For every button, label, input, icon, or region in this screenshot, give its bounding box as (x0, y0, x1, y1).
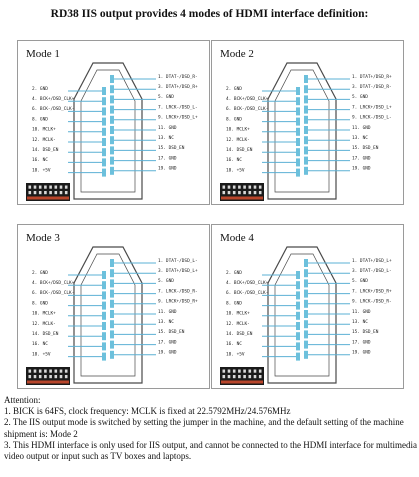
pin-label: 2. GND (226, 270, 242, 276)
jumper-pin (249, 375, 252, 378)
pin-label: 5. GND (352, 95, 368, 101)
pin-label: 3. DTAT-/DSD_L- (352, 269, 392, 274)
pin-pad (296, 271, 300, 279)
pin-pad (110, 320, 114, 328)
pin-label: 18. +5V (226, 168, 245, 174)
mode-3-panel (17, 224, 210, 389)
pin-pad (110, 116, 114, 124)
pin-label: 5. GND (158, 95, 174, 101)
pin-pad (102, 138, 106, 146)
pin-label: 9. LRCK-/DSD_L- (352, 115, 392, 121)
pin-label: 3. DTAT+/DSD_R+ (158, 85, 198, 90)
mode-4-panel (211, 224, 404, 389)
pin-label: 7. LRCK-/DSD_L- (158, 105, 198, 111)
pin-label: 4. BCK+/DSD_CLK+ (226, 97, 269, 102)
pin-pad (110, 310, 114, 318)
pin-label: 9. LRCK-/DSD_R- (352, 299, 392, 305)
pin-pad (304, 85, 308, 93)
pin-pad (102, 148, 106, 156)
hdmi-pinout-diagram (18, 225, 211, 390)
hdmi-connector-outline (74, 247, 142, 383)
pin-label: 11. GND (352, 309, 371, 315)
pin-pad (110, 167, 114, 175)
jumper-pin (34, 375, 37, 378)
jumper-pin (60, 186, 63, 189)
jumper-pin (228, 375, 231, 378)
jumper-pin (44, 191, 47, 194)
jumper-pin (249, 370, 252, 373)
pin-label: 7. LRCK+/DSD_L+ (352, 105, 392, 111)
pin-pad (304, 157, 308, 165)
pin-pad (304, 269, 308, 277)
pin-label: 15. DSD_EN (352, 146, 379, 152)
jumper-pin (259, 370, 262, 373)
jumper-marking (221, 381, 263, 384)
attention-notes (4, 395, 417, 462)
note-item: 3. This HDMI interface is only used for IIS output, and cannot be connected to the HDMI interface for multimedia video output or input such as TV boxes and laptops. (4, 439, 417, 462)
pin-label: 10. MCLK+ (32, 127, 56, 133)
pin-pad (110, 279, 114, 287)
jumper-pin (249, 186, 252, 189)
pin-pad (296, 138, 300, 146)
jumper-pin (65, 186, 68, 189)
pin-pad (296, 332, 300, 340)
pin-pad (296, 322, 300, 330)
jumper-pin (39, 375, 42, 378)
jumper-pin (60, 375, 63, 378)
pin-label: 2. GND (226, 86, 242, 92)
jumper-pin (254, 375, 257, 378)
jumper-pin (233, 186, 236, 189)
pin-label: 3. DTAT+/DSD_L+ (158, 269, 198, 274)
jumper-pin (254, 186, 257, 189)
pin-label: 16. NC (32, 342, 48, 348)
pin-pad (304, 290, 308, 298)
pin-label: 16. NC (226, 342, 242, 348)
pin-pad (102, 118, 106, 126)
pin-pad (102, 97, 106, 105)
jumper-pin (29, 186, 32, 189)
pin-label: 1. DTAT-/DSD_L- (158, 258, 198, 264)
jumper-pin (49, 191, 52, 194)
jumper-pin (228, 370, 231, 373)
hdmi-connector-inner (81, 70, 135, 192)
pin-pad (296, 107, 300, 115)
jumper-pin (259, 186, 262, 189)
pin-label: 8. GND (226, 117, 242, 123)
pin-pad (296, 353, 300, 361)
pin-label: 9. LRCK+/DSD_R+ (158, 299, 198, 305)
pin-pad (110, 85, 114, 93)
jumper-pin (65, 191, 68, 194)
jumper-pin (44, 370, 47, 373)
jumper-pin (238, 186, 241, 189)
pin-pad (102, 342, 106, 350)
mode-2-panel (211, 40, 404, 205)
pin-pad (304, 116, 308, 124)
jumper-pin (228, 191, 231, 194)
jumper-pin (65, 370, 68, 373)
jumper-pin (238, 191, 241, 194)
hdmi-connector-inner (81, 254, 135, 376)
hdmi-connector-inner (275, 254, 329, 376)
pin-label: 12. MCLK- (32, 321, 56, 327)
pin-label: 6. BCK-/DSD_CLK- (226, 291, 269, 297)
pin-pad (304, 259, 308, 267)
jumper-pin (39, 370, 42, 373)
jumper-pin (34, 370, 37, 373)
pin-pad (296, 158, 300, 166)
jumper-pin (223, 191, 226, 194)
hdmi-connector-outline (268, 247, 336, 383)
pin-pad (304, 95, 308, 103)
pin-label: 12. MCLK- (32, 137, 56, 143)
pin-label: 11. GND (158, 309, 177, 315)
jumper-pin (254, 191, 257, 194)
jumper-pin (39, 191, 42, 194)
pin-pad (304, 146, 308, 154)
pin-pad (304, 330, 308, 338)
pin-pad (102, 302, 106, 310)
pin-pad (102, 128, 106, 136)
jumper-pin (238, 375, 241, 378)
jumper-pin (243, 191, 246, 194)
pin-pad (110, 157, 114, 165)
pin-pad (102, 281, 106, 289)
pin-pad (110, 341, 114, 349)
jumper-pin (34, 191, 37, 194)
pin-label: 5. GND (352, 279, 368, 285)
pin-label: 12. MCLK- (226, 321, 250, 327)
pin-pad (110, 300, 114, 308)
pin-pad (296, 312, 300, 320)
jumper-pin (49, 370, 52, 373)
pin-pad (102, 312, 106, 320)
jumper-pin (259, 375, 262, 378)
jumper-pin (29, 375, 32, 378)
pin-label: 7. LRCK+/DSD_R+ (352, 289, 392, 295)
pin-pad (296, 291, 300, 299)
page-title: RD38 IIS output provides 4 modes of HDMI interface definition: (50, 8, 369, 20)
mode-title: Mode 4 (220, 232, 254, 244)
pin-pad (296, 169, 300, 177)
pin-label: 8. GND (32, 301, 48, 307)
pin-label: 19. GND (158, 350, 177, 356)
pin-pad (304, 75, 308, 83)
pin-label: 1. DTAT+/DSD_R+ (352, 74, 392, 80)
pin-pad (304, 300, 308, 308)
jumper-pin (243, 370, 246, 373)
pin-pad (110, 269, 114, 277)
hdmi-connector-outline (74, 63, 142, 199)
pin-label: 15. DSD_EN (158, 330, 185, 336)
jumper-pin (259, 191, 262, 194)
pin-pad (296, 302, 300, 310)
pin-label: 16. NC (32, 158, 48, 164)
pin-label: 17. GND (352, 340, 371, 346)
pin-label: 14. DSD_EN (226, 332, 253, 337)
jumper-pin (49, 186, 52, 189)
pin-label: 13. NC (352, 136, 368, 141)
hdmi-connector-inner (275, 70, 329, 192)
pin-label: 8. GND (32, 117, 48, 123)
note-item: 1. BICK is 64FS, clock frequency: MCLK is fixed at 22.5792MHz/24.576MHz (4, 406, 291, 417)
jumper-pin (243, 375, 246, 378)
pin-label: 14. DSD_EN (32, 148, 59, 153)
pin-label: 11. GND (352, 125, 371, 131)
pin-label: 17. GND (352, 156, 371, 162)
jumper-pin (44, 375, 47, 378)
pin-pad (102, 291, 106, 299)
pin-label: 2. GND (32, 86, 48, 92)
pin-label: 14. DSD_EN (226, 148, 253, 153)
jumper-marking (27, 197, 69, 200)
pin-label: 10. MCLK+ (226, 127, 250, 133)
pin-label: 1. DTAT-/DSD_R- (158, 74, 198, 80)
pin-label: 18. +5V (32, 352, 51, 358)
mode-1-panel (17, 40, 210, 205)
pin-label: 9. LRCK+/DSD_L+ (158, 115, 198, 121)
notes-heading: Attention: (4, 395, 41, 405)
pin-pad (110, 75, 114, 83)
pin-label: 18. +5V (226, 352, 245, 358)
hdmi-pinout-diagram (212, 225, 405, 390)
pin-label: 17. GND (158, 340, 177, 346)
jumper-pin (55, 370, 58, 373)
pin-label: 14. DSD_EN (32, 332, 59, 337)
pin-pad (110, 126, 114, 134)
jumper-pin (55, 191, 58, 194)
pin-label: 4. BCK+/DSD_CLK+ (32, 281, 75, 286)
pin-label: 13. NC (352, 320, 368, 325)
jumper-pin (29, 191, 32, 194)
jumper-pin (233, 375, 236, 378)
mode-title: Mode 1 (26, 48, 60, 60)
pin-label: 12. MCLK- (226, 137, 250, 143)
pin-label: 6. BCK-/DSD_CLK- (226, 107, 269, 113)
pin-label: 18. +5V (32, 168, 51, 174)
hdmi-pinout-diagram (212, 41, 405, 206)
jumper-pin (249, 191, 252, 194)
note-item: 2. The IIS output mode is switched by setting the jumper in the machine, and the default setting of the machine shipment is: Mode 2 (4, 417, 404, 439)
jumper-pin (39, 186, 42, 189)
pin-label: 5. GND (158, 279, 174, 285)
jumper-pin (65, 375, 68, 378)
pin-pad (304, 126, 308, 134)
pin-label: 11. GND (158, 125, 177, 131)
pin-label: 3. DTAT-/DSD_R- (352, 85, 392, 90)
mode-title: Mode 2 (220, 48, 254, 60)
pin-pad (304, 167, 308, 175)
pin-label: 1. DTAT+/DSD_L+ (352, 258, 392, 264)
pin-pad (296, 342, 300, 350)
jumper-marking (221, 197, 263, 200)
pin-label: 6. BCK-/DSD_CLK- (32, 107, 75, 113)
pin-pad (296, 87, 300, 95)
pin-label: 6. BCK-/DSD_CLK- (32, 291, 75, 297)
pin-pad (110, 330, 114, 338)
pin-pad (102, 332, 106, 340)
pin-pad (110, 146, 114, 154)
jumper-pin (243, 186, 246, 189)
pin-pad (304, 351, 308, 359)
pin-pad (296, 281, 300, 289)
pin-label: 4. BCK+/DSD_CLK+ (226, 281, 269, 286)
jumper-pin (223, 375, 226, 378)
pin-pad (102, 158, 106, 166)
pin-pad (304, 279, 308, 287)
pin-label: 16. NC (226, 158, 242, 164)
jumper-pin (60, 370, 63, 373)
pin-pad (296, 128, 300, 136)
hdmi-connector-outline (268, 63, 336, 199)
jumper-pin (223, 370, 226, 373)
pin-pad (296, 97, 300, 105)
pin-pad (102, 107, 106, 115)
pin-label: 15. DSD_EN (158, 146, 185, 152)
pin-label: 4. BCK+/DSD_CLK+ (32, 97, 75, 102)
pin-pad (110, 106, 114, 114)
jumper-marking (27, 381, 69, 384)
jumper-pin (34, 186, 37, 189)
jumper-pin (49, 375, 52, 378)
jumper-pin (55, 375, 58, 378)
pin-label: 19. GND (158, 166, 177, 172)
pin-label: 17. GND (158, 156, 177, 162)
jumper-pin (55, 186, 58, 189)
jumper-pin (60, 191, 63, 194)
jumper-pin (233, 370, 236, 373)
jumper-pin (254, 370, 257, 373)
pin-label: 10. MCLK+ (32, 311, 56, 317)
jumper-pin (29, 370, 32, 373)
pin-label: 19. GND (352, 350, 371, 356)
pin-pad (304, 136, 308, 144)
pin-pad (296, 118, 300, 126)
pin-label: 2. GND (32, 270, 48, 276)
hdmi-pinout-diagram (18, 41, 211, 206)
pin-label: 15. DSD_EN (352, 330, 379, 336)
pin-pad (102, 322, 106, 330)
jumper-pin (223, 186, 226, 189)
pin-pad (102, 87, 106, 95)
pin-label: 13. NC (158, 136, 174, 141)
pin-pad (304, 106, 308, 114)
pin-pad (102, 271, 106, 279)
pin-pad (110, 95, 114, 103)
pin-pad (304, 320, 308, 328)
pin-pad (296, 148, 300, 156)
pin-pad (110, 136, 114, 144)
pin-pad (110, 259, 114, 267)
pin-label: 19. GND (352, 166, 371, 172)
mode-title: Mode 3 (26, 232, 60, 244)
pin-pad (102, 169, 106, 177)
pin-label: 7. LRCK-/DSD_R- (158, 289, 198, 295)
jumper-pin (44, 186, 47, 189)
pin-label: 13. NC (158, 320, 174, 325)
jumper-pin (233, 191, 236, 194)
jumper-pin (238, 370, 241, 373)
pin-pad (110, 290, 114, 298)
pin-pad (304, 310, 308, 318)
pin-pad (110, 351, 114, 359)
pin-pad (102, 353, 106, 361)
jumper-pin (228, 186, 231, 189)
pin-label: 10. MCLK+ (226, 311, 250, 317)
pin-label: 8. GND (226, 301, 242, 307)
pin-pad (304, 341, 308, 349)
